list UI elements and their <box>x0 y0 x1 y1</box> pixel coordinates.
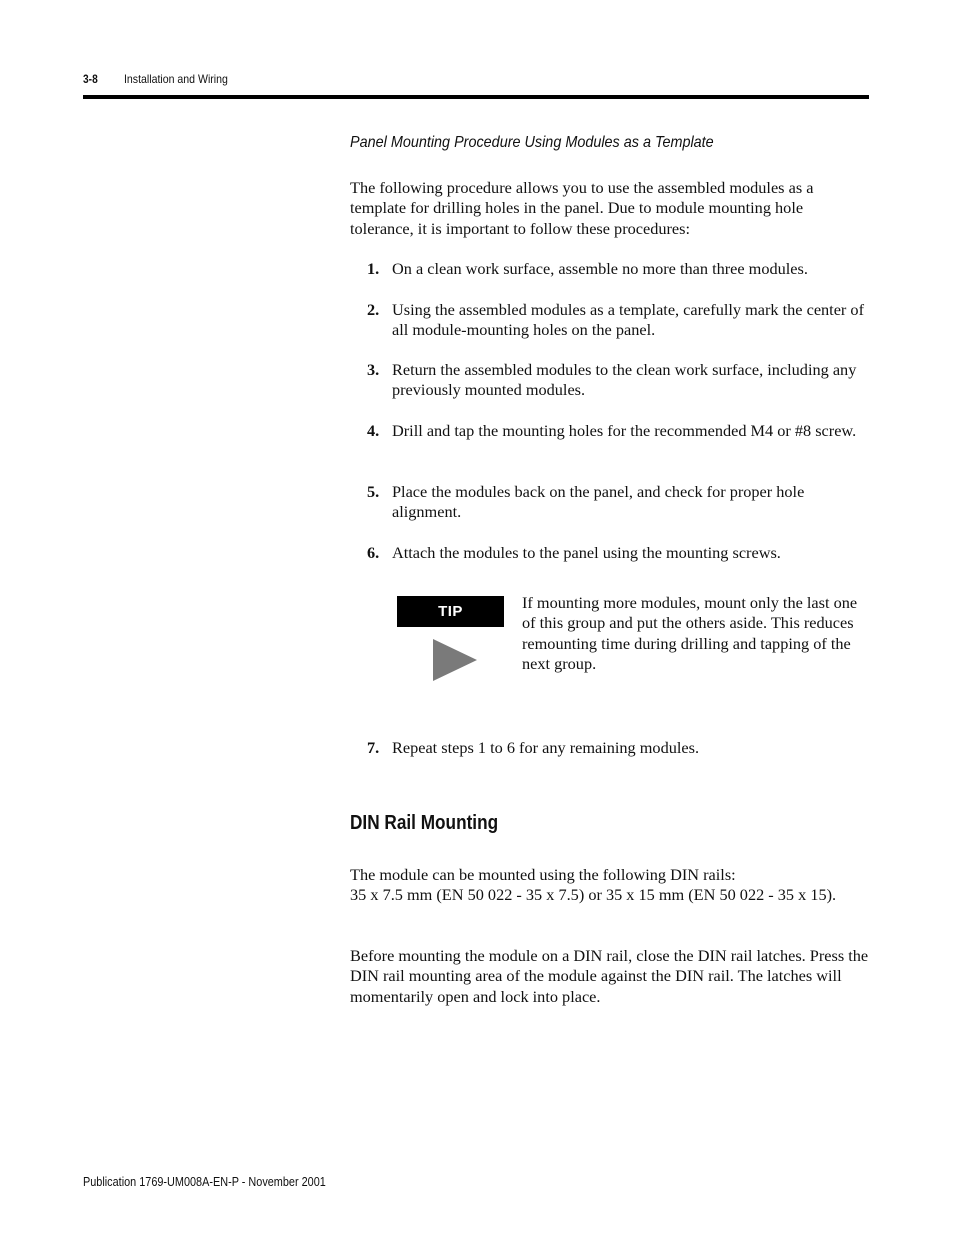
step-number: 3. <box>367 360 380 379</box>
page-number: 3-8 <box>83 72 98 86</box>
step-number: 4. <box>367 421 380 440</box>
step-text: Attach the modules to the panel using the mounting screws. <box>392 543 781 562</box>
step-number: 6. <box>367 543 380 562</box>
step-number: 5. <box>367 482 380 501</box>
step-number: 7. <box>367 738 380 757</box>
procedure-subheading: Panel Mounting Procedure Using Modules as a Template <box>350 134 714 151</box>
step-text: Return the assembled modules to the clean work surface, including any previously mounted modules. <box>392 360 857 400</box>
chapter-title: Installation and Wiring <box>124 72 228 86</box>
header-rule <box>83 95 869 99</box>
step-text: Place the modules back on the panel, and check for proper hole alignment. <box>392 482 805 522</box>
din-rails-spec: 35 x 7.5 mm (EN 50 022 - 35 x 7.5) or 35 x 15 mm (EN 50 022 - 35 x 15). <box>350 885 837 905</box>
publication-footer: Publication 1769-UM008A-EN-P - November 2001 <box>83 1175 326 1189</box>
din-rail-heading: DIN Rail Mounting <box>350 812 499 834</box>
step-text: Repeat steps 1 to 6 for any remaining modules. <box>392 738 700 757</box>
step-text: Drill and tap the mounting holes for the recommended M4 or #8 screw. <box>392 421 857 440</box>
step-text: On a clean work surface, assemble no more than three modules. <box>392 259 808 278</box>
step-number: 2. <box>367 300 380 319</box>
tip-label: TIP <box>397 596 504 627</box>
din-mount-paragraph: Before mounting the module on a DIN rail, close the DIN rail latches. Press the DIN rail mounting area of the module against the DIN rail. The latches will momentarily open and lock into place. <box>350 946 869 1006</box>
tip-text: If mounting more modules, mount only the last one of this group and put the others aside. This reduces remounting time during drilling and tapping of the next group. <box>522 593 858 674</box>
tip-arrow-icon <box>433 639 477 681</box>
intro-paragraph: The following procedure allows you to use the assembled modules as a template for drilling holes in the panel. Due to module mounting hole tolerance, it is important to follow these procedures: <box>350 178 814 238</box>
step-number: 1. <box>367 259 380 278</box>
step-text: Using the assembled modules as a template, carefully mark the center of all module-mounting holes on the panel. <box>392 300 864 340</box>
din-rails-paragraph <box>350 865 870 906</box>
din-rails-line: The module can be mounted using the following DIN rails: <box>350 865 736 884</box>
